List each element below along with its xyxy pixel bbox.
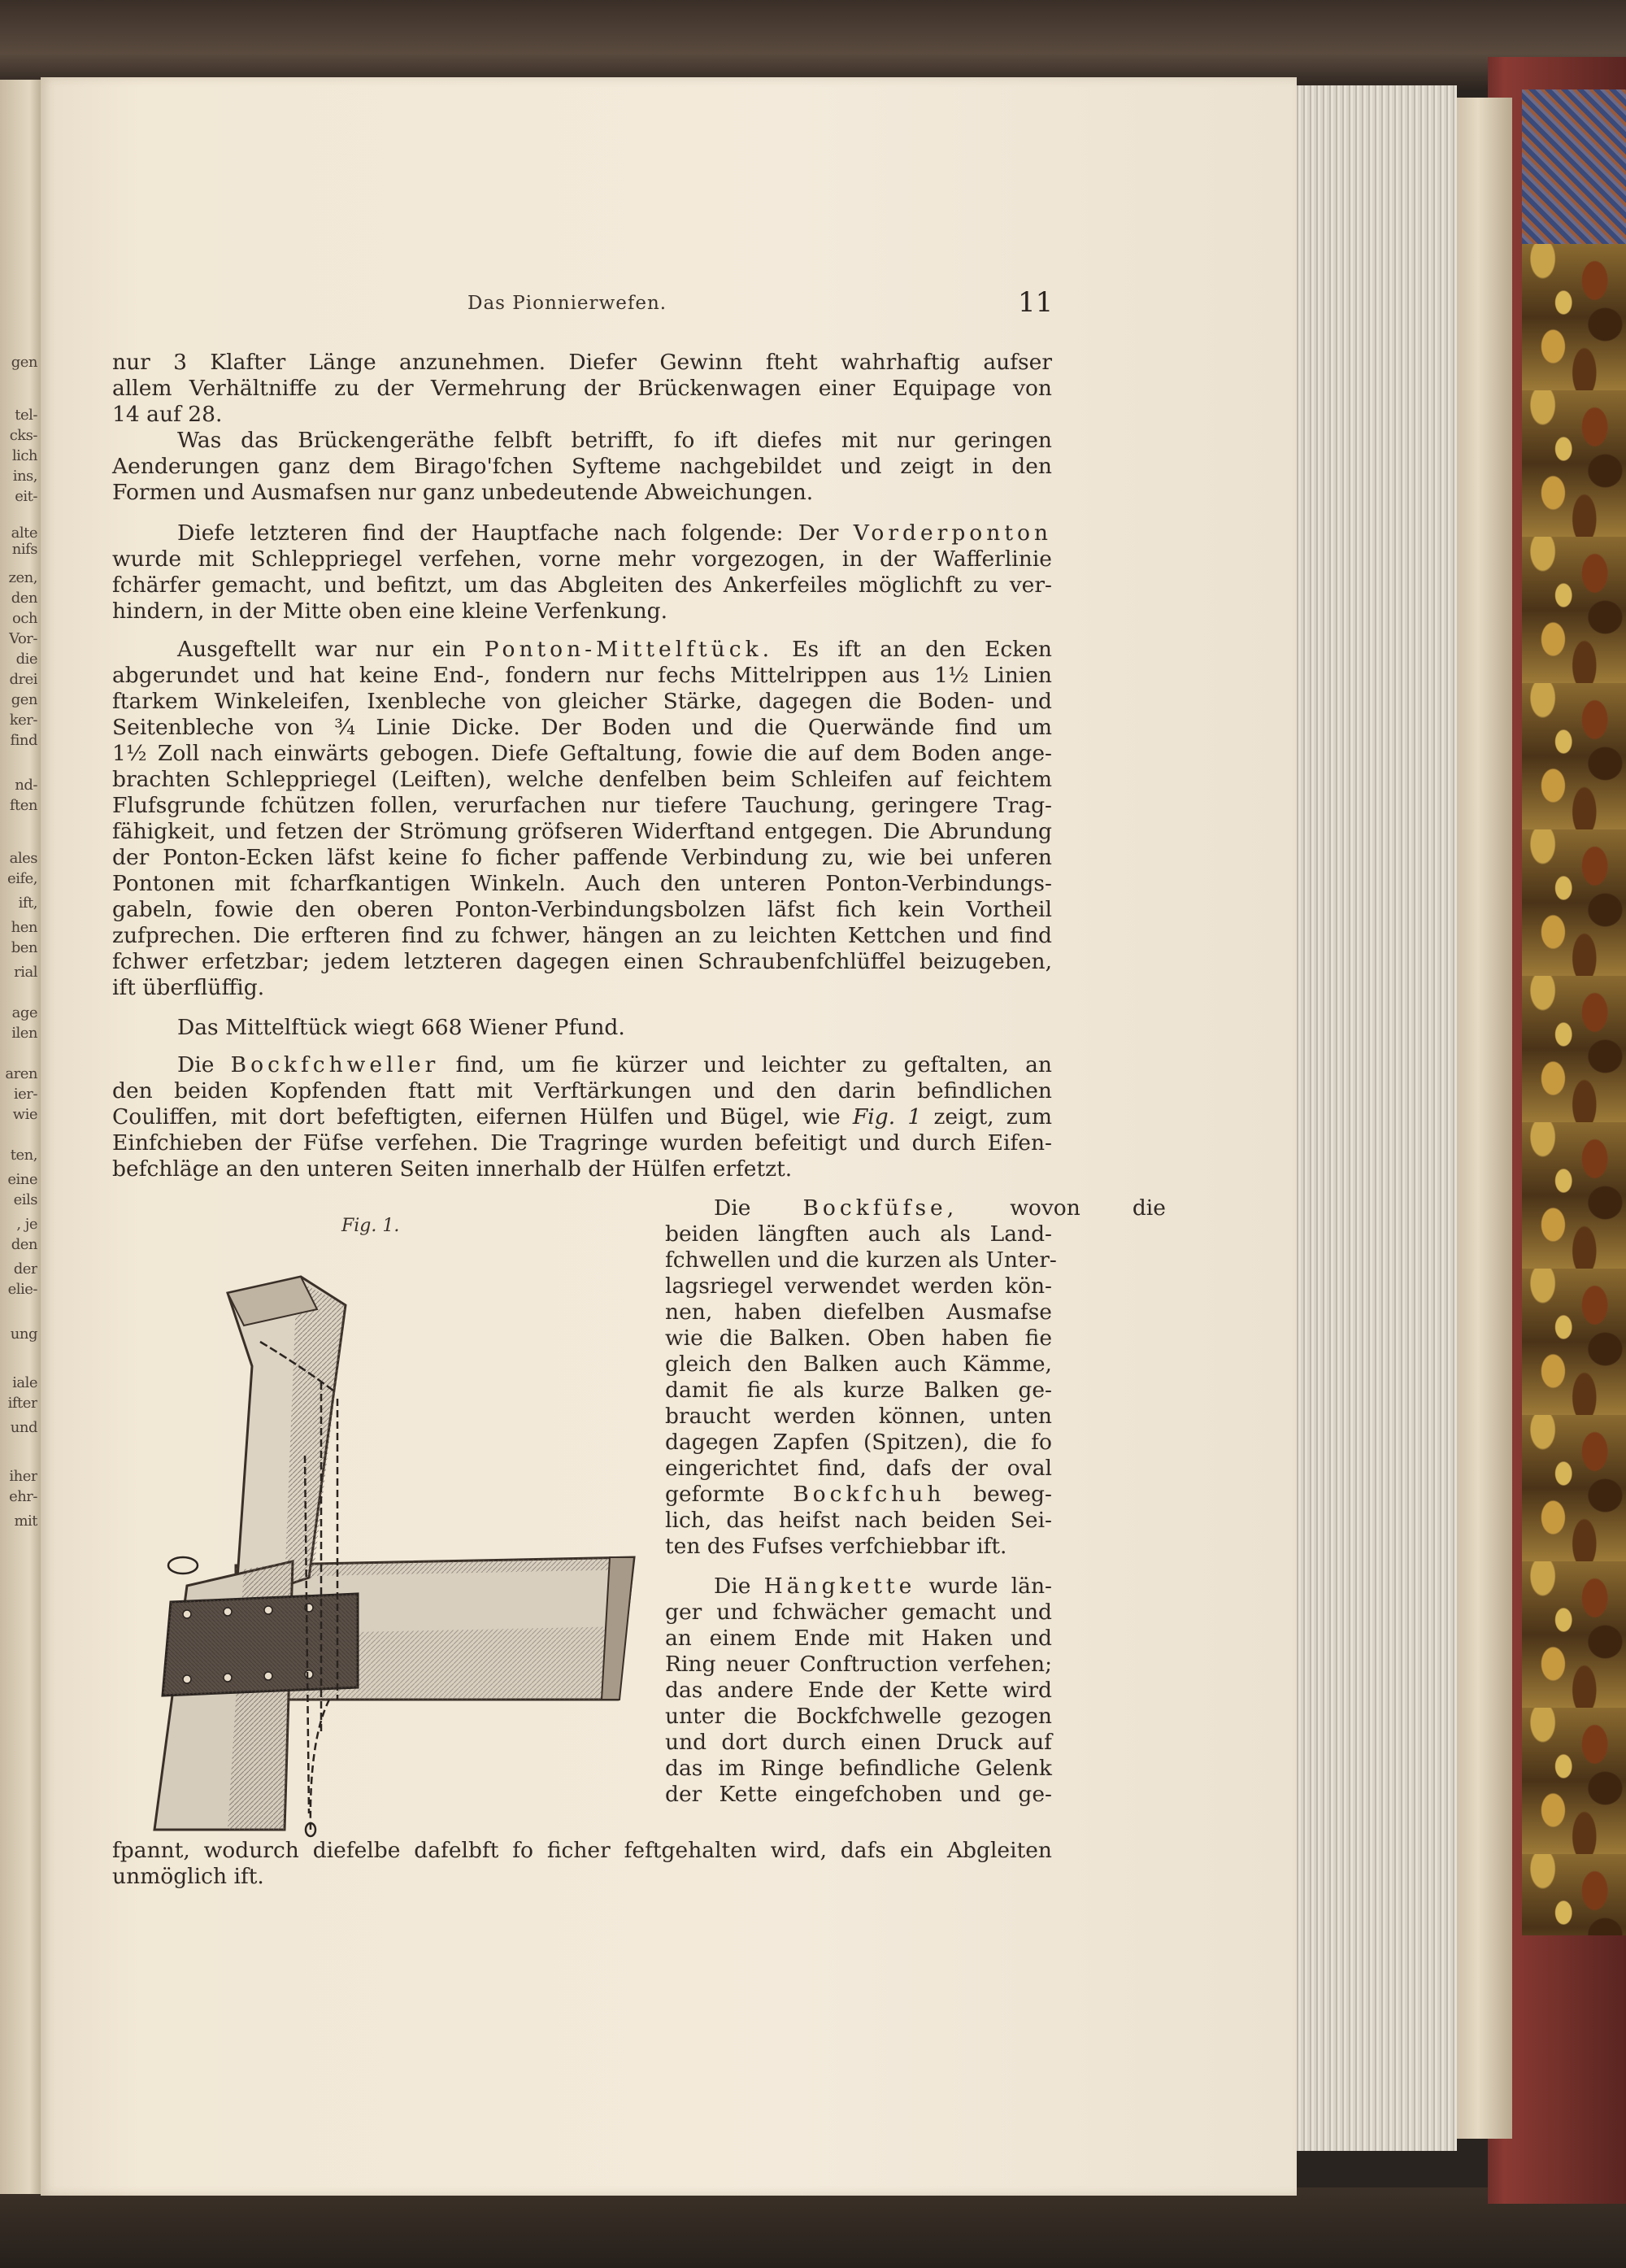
text-line: Die Hängkette wurde län- [714, 1574, 1052, 1599]
left-page-fragment: ins, [12, 468, 37, 485]
text-line: Seitenbleche von ¾ Linie Dicke. Der Boden und die Querwände find um [112, 715, 1052, 740]
text-line: Die Bockfüfse, wovon die [714, 1195, 1166, 1221]
left-page-fragment: ales [9, 850, 37, 867]
left-page-fragment: gen [11, 691, 37, 708]
left-page-fragment: , je [16, 1216, 37, 1233]
text-line: Aenderungen ganz dem Birago'fchen Syfteme nachgebildet und zeigt in den [112, 454, 1052, 479]
text-line: ftarkem Winkeleifen, Ixenbleche von gleicher Stärke, dagegen die Boden- und [112, 689, 1052, 714]
left-page-fragment: ehr- [9, 1488, 37, 1505]
left-page-fragment: lich [11, 447, 37, 464]
text-line: Pontonen mit fcharfkantigen Winkeln. Auch den unteren Ponton-Verbindungs- [112, 871, 1052, 896]
text-line: wie die Balken. Oben haben fie [665, 1326, 1052, 1351]
left-page-fragment: aren [5, 1065, 37, 1082]
term-bockschuh: Bockfchuh [793, 1482, 946, 1507]
text-line: Flufsgrunde fchützen follen, verurfachen nur tiefere Tauchung, geringere Trag- [112, 793, 1052, 818]
text-line: dagegen Zapfen (Spitzen), die fo [665, 1430, 1052, 1455]
text-line: allem Verhältniffe zu der Vermehrung der Brückenwagen einer Equipage von [112, 376, 1052, 401]
left-page-fragment: rial [14, 964, 37, 981]
left-page-fragment: und [10, 1419, 37, 1436]
left-page-fragment: ifter [7, 1395, 37, 1412]
left-page-fragment: nd- [15, 777, 37, 794]
text-line: braucht werden können, unten [665, 1404, 1052, 1429]
marbled-endpaper [1522, 244, 1626, 1935]
text-line: fpannt, wodurch diefelbe dafelbft fo ficher feftgehalten wird, dafs ein Abgleiten [112, 1838, 1052, 1863]
left-page-fragment: age [11, 1004, 37, 1021]
left-page-fragment: mit [14, 1513, 37, 1530]
text-line: das im Ringe befindliche Gelenk [665, 1756, 1052, 1781]
text-line: ger und fchwächer gemacht und [665, 1600, 1052, 1625]
text-line: Was das Brückengeräthe felbft betrifft, fo ift diefes mit nur geringen [177, 428, 1052, 453]
text-line: geformte Bockfchuh beweg- [665, 1482, 1052, 1507]
left-page-fragment: hen [11, 919, 37, 936]
text-line: fähigkeit, und fetzen der Strömung gröfseren Widerftand entgegen. Die Abrundung [112, 819, 1052, 844]
left-page-fragment: der [13, 1260, 37, 1278]
left-page-fragment: den [11, 590, 37, 607]
left-page-fragment: och [11, 610, 37, 627]
text-line: unter die Bockfchwelle gezogen [665, 1704, 1052, 1729]
left-page-fragment: iher [9, 1468, 37, 1485]
left-page-fragment: gen [11, 354, 37, 371]
text-line: damit fie als kurze Balken ge- [665, 1378, 1052, 1403]
left-page-fragment: Vor- [9, 630, 37, 647]
left-page-margin [0, 80, 42, 2194]
left-page-fragment: den [11, 1236, 37, 1253]
text-line: brachten Schleppriegel (Leiften), welche denfelben beim Schleifen auf feichtem [112, 767, 1052, 792]
term-bockfuesse: Bockfüfse, [802, 1195, 959, 1221]
left-page-fragment: ift, [18, 895, 37, 912]
text-line: fchärfer gemacht, und befitzt, um das Abgleiten des Ankerfeiles möglichft zu ver- [112, 572, 1052, 598]
text-line: 14 auf 28. [112, 402, 223, 427]
text-line: Couliffen, mit dort befeftigten, eifernen Hülfen und Bügel, wie Fig. 1 zeigt, zum [112, 1104, 1052, 1130]
left-page-fragment: nifs [11, 541, 37, 558]
text-line: Einfchieben der Füfse verfehen. Die Tragringe wurden befeitigt und durch Eifen- [112, 1130, 1052, 1156]
text-line: gleich den Balken auch Kämme, [665, 1352, 1052, 1377]
text-line: der Kette eingefchoben und ge- [665, 1782, 1052, 1807]
background-top [0, 0, 1626, 89]
left-page-fragment: zen, [8, 569, 37, 586]
text-line: befchläge an den unteren Seiten innerhalb der Hülfen erfetzt. [112, 1156, 793, 1182]
text-line: 1½ Zoll nach einwärts gebogen. Diefe Geftaltung, fowie die auf dem Boden ange- [112, 741, 1052, 766]
page-number: 11 [1018, 286, 1054, 319]
text-line: das andere Ende der Kette wird [665, 1678, 1052, 1703]
text-line: wurde mit Schleppriegel verfehen, vorne mehr vorgezogen, in der Wafferlinie [112, 546, 1052, 572]
text-line: lich, das heifst nach beiden Sei- [665, 1508, 1052, 1533]
text-line: Das Mittelftück wiegt 668 Wiener Pfund. [177, 1015, 625, 1040]
left-page-fragment: ten, [10, 1147, 37, 1164]
left-page-fragment: elie- [7, 1281, 37, 1298]
left-page-fragment: eife, [7, 870, 37, 887]
left-page-fragment: eit- [15, 488, 37, 505]
text-line: abgerundet und hat keine End-, fondern nur fechs Mittelrippen aus 1½ Linien [112, 663, 1052, 688]
page-block-edge [1293, 85, 1457, 2151]
text-line: Ausgeftellt war nur ein Ponton-Mittelftück. Es ift an den Ecken [177, 637, 1052, 662]
left-page-fragment: drei [9, 671, 37, 688]
text-line: der Ponton-Ecken läfst keine fo ficher paffende Verbindung zu, wie bei unferen [112, 845, 1052, 870]
left-page-fragment: alte [11, 525, 37, 542]
background-bottom [0, 2187, 1626, 2268]
marbled-endpaper-top [1522, 89, 1626, 244]
text-line: unmöglich ift. [112, 1864, 264, 1889]
text-line: Ring neuer Conftruction verfehen; [665, 1652, 1052, 1677]
figure-trestle-illustration [122, 1244, 650, 1838]
text-line: eingerichtet find, dafs der oval [665, 1456, 1052, 1481]
left-page-fragment: ilen [11, 1025, 37, 1042]
left-page-fragment: iale [12, 1374, 37, 1391]
left-page-fragment: die [15, 651, 37, 668]
text-line: ten des Fufses verfchiebbar ift. [665, 1534, 1007, 1559]
text-line: den beiden Kopfenden ftatt mit Verftärkungen und den darin befindlichen [112, 1078, 1052, 1104]
text-line: nur 3 Klafter Länge anzunehmen. Diefer Gewinn fteht wahrhaftig aufser [112, 350, 1052, 375]
text-line: an einem Ende mit Haken und [665, 1626, 1052, 1651]
left-page-fragment: ben [11, 939, 37, 956]
running-title: Das Pionnierwefen. [467, 293, 667, 314]
text-line: und dort durch einen Druck auf [665, 1730, 1052, 1755]
text-line: gabeln, fowie den oberen Ponton-Verbindungsbolzen läfst fich kein Vortheil [112, 897, 1052, 922]
text-line: beiden längften auch als Land- [665, 1221, 1052, 1247]
left-page-fragment: eils [13, 1191, 37, 1208]
text-line: ift überflüffig. [112, 975, 265, 1000]
text-line: nen, haben diefelben Ausmafse [665, 1299, 1052, 1325]
text-line: Diefe letzteren find der Hauptfache nach folgende: Der Vorderponton [177, 520, 1052, 546]
term-haengkette: Hängkette [763, 1574, 916, 1599]
term-vorderponton: Vorderponton [853, 520, 1052, 546]
left-page-fragment: find [10, 732, 37, 749]
figure-reference: Fig. 1 [852, 1104, 922, 1130]
left-page-fragment: cks- [9, 427, 37, 444]
text-line: fchwer erfetzbar; jedem letzteren dagegen einen Schraubenfchlüffel beizugeben, [112, 949, 1052, 974]
text-line: fchwellen und die kurzen als Unter- [665, 1247, 1057, 1273]
text-line: hindern, in der Mitte oben eine kleine Verfenkung. [112, 599, 668, 624]
left-page-fragment: eine [7, 1171, 37, 1188]
page-block-edge-outer [1455, 98, 1512, 2139]
term-bockschweller: Bockfchweller [230, 1052, 440, 1077]
left-page-fragment: ften [9, 797, 37, 814]
text-line: Formen und Ausmafsen nur ganz unbedeutende Abweichungen. [112, 480, 814, 505]
left-page-fragment: tel- [15, 407, 37, 424]
left-page-fragment: ier- [13, 1086, 37, 1103]
figure-caption: Fig. 1. [341, 1216, 400, 1236]
text-line: zufprechen. Die erfteren find zu fchwer, hängen an zu leichten Kettchen und find [112, 923, 1052, 948]
left-page-fragment: ung [10, 1326, 37, 1343]
text-line: lagsriegel verwendet werden kön- [665, 1273, 1052, 1299]
text-line: Die Bockfchweller find, um fie kürzer und leichter zu geftalten, an [177, 1052, 1052, 1077]
left-page-fragment: wie [12, 1106, 37, 1123]
term-ponton-mittelstueck: Ponton-Mittelftück. [484, 637, 774, 662]
left-page-fragment: ker- [9, 712, 37, 729]
